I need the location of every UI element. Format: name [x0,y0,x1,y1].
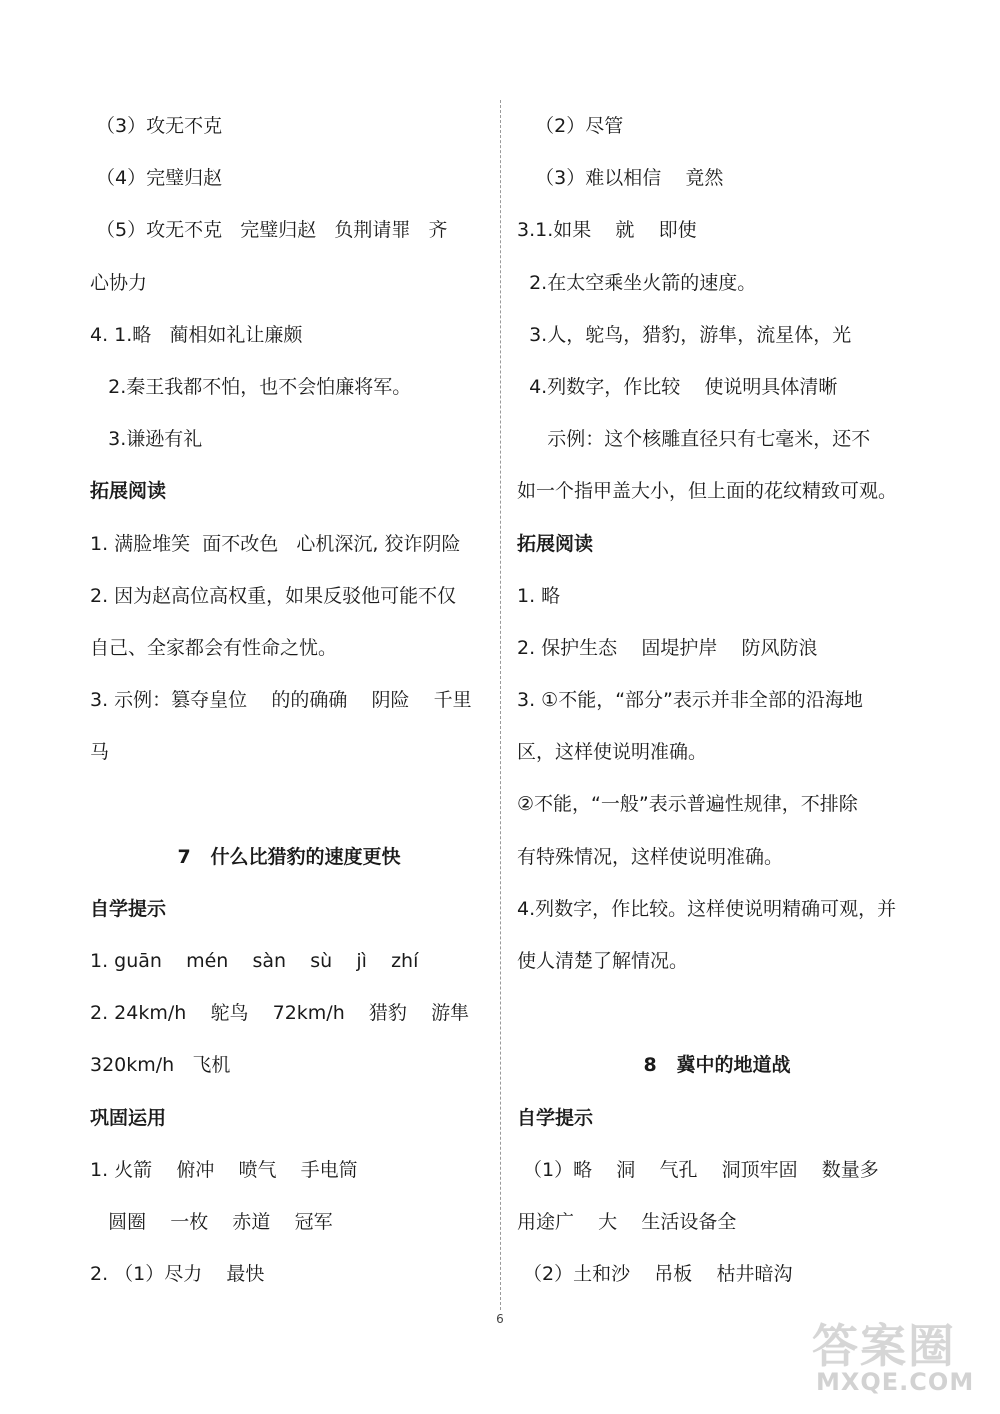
text-line: 区，这样使说明准确。 [517,741,708,764]
text-line: 圆圈 一枚 赤道 冠军 [90,1210,333,1233]
text-line: 马 [90,741,110,764]
right-column [517,100,917,1300]
text-line: 320km/h 飞机 [90,1054,231,1077]
text-line [517,987,917,1039]
text-line: （3）难以相信 竟然 [517,167,724,190]
text-line [90,778,488,830]
text-line: （3）攻无不克 [90,115,223,137]
text-line: 2. 因为赵高位高权重，如果反驳他可能不仅 [90,584,457,607]
text-line: 自己、全家都会有性命之忧。 [90,636,338,659]
text-line: 1. 满脸堆笑 面不改色 心机深沉, 狡诈阴险 [90,532,461,555]
watermark-url: MXQE.COM [816,1368,975,1396]
text-line: 有特殊情况，这样使说明准确。 [517,845,784,868]
text-line: 心协力 [90,271,148,294]
section-heading: 8 冀中的地道战 [643,1054,791,1077]
text-line: 3.谦逊有礼 [90,428,203,451]
section-heading: 自学提示 [90,897,167,920]
text-line: 2. 24km/h 鸵鸟 72km/h 猎豹 游隼 [90,1002,470,1025]
text-line: 3.人，鸵鸟，猎豹，游隼，流星体，光 [517,323,852,346]
page-number: 6 [496,1312,504,1326]
text-line: 4. 1.略 蔺相如礼让廉颇 [90,323,303,346]
text-line: 2. （1）尽力 最快 [90,1263,265,1286]
text-line: 1. guān mén sàn sù jì zhí [90,950,419,972]
text-line: （5）攻无不克 完璧归赵 负荆请罪 齐 [90,219,448,242]
section-heading: 自学提示 [517,1106,594,1129]
text-line: ②不能，“一般”表示普遍性规律，不排除 [517,793,858,816]
watermark-chars: 答案圈 [812,1319,956,1373]
text-line: （2）尽管 [517,115,624,137]
watermark-logo [812,1310,987,1402]
text-line: （1）略 洞 气孔 洞顶牢固 数量多 [517,1158,879,1181]
section-heading: 拓展阅读 [90,480,167,503]
section-heading: 拓展阅读 [517,532,594,555]
text-line: 使人清楚了解情况。 [517,950,689,972]
section-heading: 巩固运用 [90,1106,167,1129]
text-line: 3. ①不能，“部分”表示并非全部的沿海地 [517,689,863,712]
text-line: 2.在太空乘坐火箭的速度。 [517,271,757,294]
text-line: 1. 略 [517,584,561,607]
left-column [90,100,488,1300]
text-line: 用途广 大 生活设备全 [517,1210,737,1233]
text-line: 示例：这个核雕直径只有七毫米，还不 [517,428,871,451]
section-heading: 7 什么比猎豹的速度更快 [177,845,401,868]
text-line: 4.列数字，作比较。这样使说明精确可观，并 [517,897,897,920]
text-line: 3.1.如果 就 即使 [517,219,697,242]
column-divider [500,100,501,1310]
text-line: 3. 示例：篡夺皇位 的的确确 阴险 千里 [90,689,472,712]
text-line: （4）完璧归赵 [90,167,223,190]
text-line: 1. 火箭 俯冲 喷气 手电筒 [90,1158,358,1181]
text-line: （2）土和沙 吊板 枯井暗沟 [517,1263,793,1286]
text-line: 4.列数字，作比较 使说明具体清晰 [517,375,838,398]
text-line: 2. 保护生态 固堤护岸 防风防浪 [517,636,818,659]
text-line: 如一个指甲盖大小，但上面的花纹精致可观。 [517,480,898,503]
text-line: 2.秦王我都不怕，也不会怕廉将军。 [90,375,412,398]
